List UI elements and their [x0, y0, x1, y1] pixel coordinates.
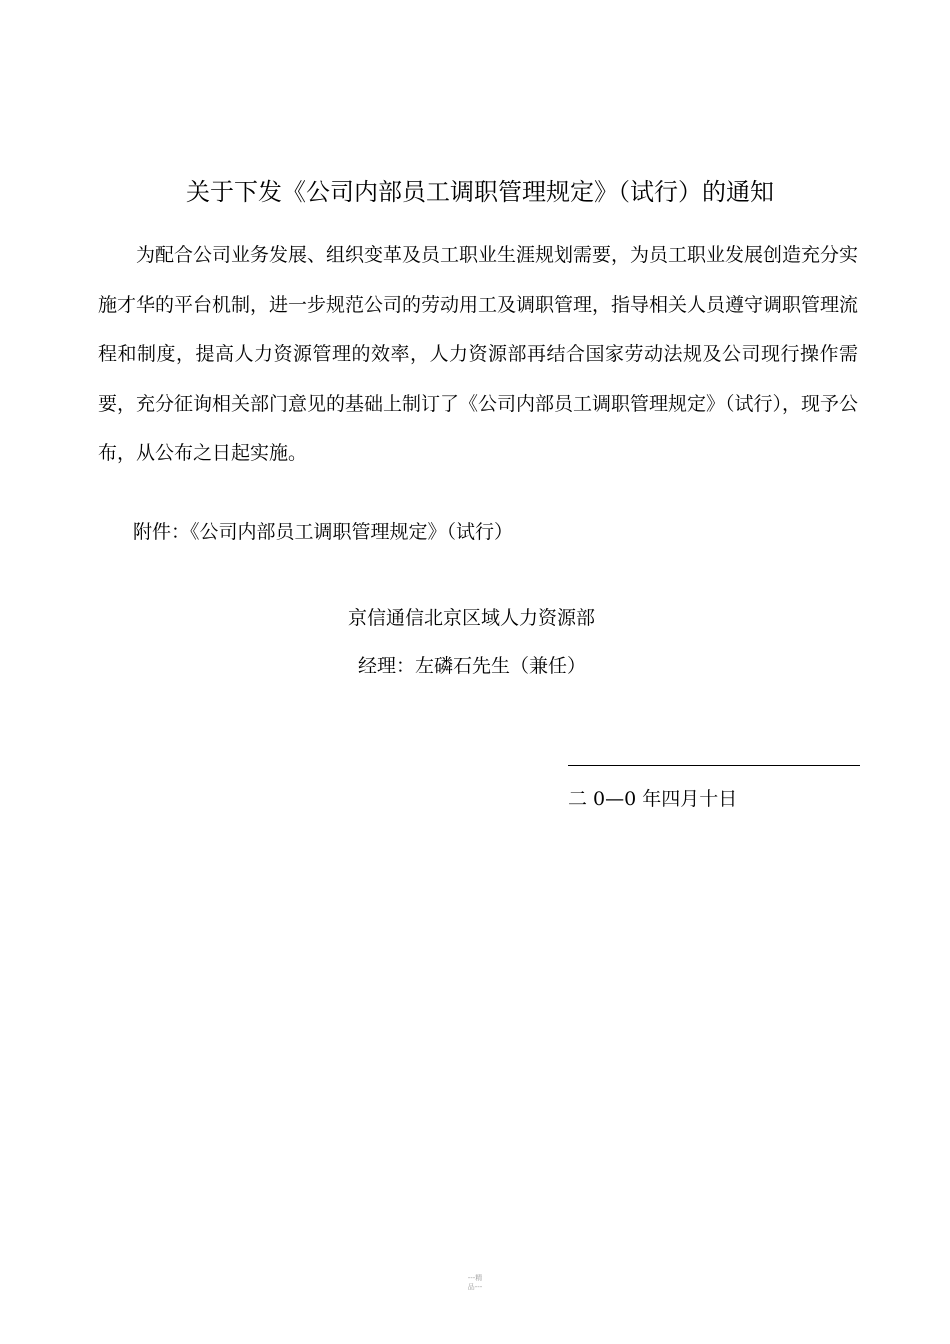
footer-line-1: ---精 [467, 1274, 483, 1282]
footer-line-2: 品--- [467, 1283, 483, 1291]
document-date: 二 0—0 年四月十日 [568, 788, 738, 810]
signature-person: 经理：左磷石先生（兼任） [358, 655, 587, 677]
page-footer [445, 1274, 505, 1292]
body-paragraph: 为配合公司业务发展、组织变革及员工职业生涯规划需要，为员工职业发展创造充分实施才华的平台机制，进一步规范公司的劳动用工及调职管理，指导相关人员遵守调职管理流程和制度，提高人力资源管理的效率，人力资源部再结合国家劳动法规及公司现行操作需要，充分征询相关部门意见的基础上制订了《公司内部员工调职管理规定》（试行），现予公布，从公布之日起实施。 [98, 244, 859, 464]
attachment-line: 附件：《公司内部员工调职管理规定》（试行） [133, 521, 514, 543]
document-title: 关于下发《公司内部员工调职管理规定》（试行）的通知 [186, 178, 774, 206]
signature-line [568, 765, 860, 766]
signature-organization: 京信通信北京区域人力资源部 [348, 607, 596, 629]
